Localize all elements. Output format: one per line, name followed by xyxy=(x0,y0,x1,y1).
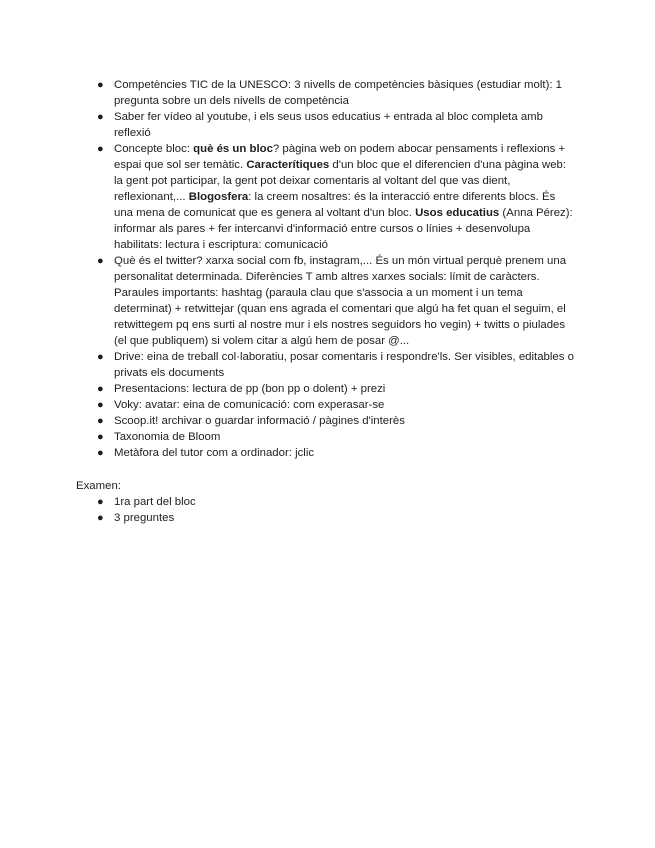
exam-heading: Examen: xyxy=(76,480,121,492)
list-item xyxy=(96,381,576,397)
text-run: : la creem nosaltres: és la interacció entre diferents blocs. És una mena de comunicat que es genera al voltant d'un bloc. xyxy=(114,191,556,219)
bold-term: Caracterítiques xyxy=(246,159,330,171)
list-item xyxy=(96,397,576,413)
item-text: Taxonomia de Bloom xyxy=(114,431,221,443)
bold-term: què és un bloc xyxy=(193,143,273,155)
list-item xyxy=(96,253,576,349)
text-run: (Anna Pérez): informar als pares + fer intercanvi d'informació entre cursos o línies + desenvolupa habilitats: lectura i escriptura: comunicació xyxy=(114,207,573,251)
item-text: Drive: eina de treball col·laboratiu, posar comentaris i respondre'ls. Ser visibles, editables o privats els documents xyxy=(114,351,574,379)
bullet-icon: ● xyxy=(97,383,104,395)
list-item xyxy=(96,77,576,109)
item-text: Voky: avatar: eina de comunicació: com experasar-se xyxy=(114,399,385,411)
item-text: 1ra part del bloc xyxy=(114,496,196,508)
bullet-icon: ● xyxy=(97,143,104,155)
item-text: Saber fer vídeo al youtube, i els seus usos educatius + entrada al bloc completa amb reflexió xyxy=(114,111,543,139)
list-item xyxy=(96,429,576,445)
list-item xyxy=(96,494,576,510)
list-item xyxy=(96,349,576,381)
bullet-icon: ● xyxy=(97,447,104,459)
bullet-icon: ● xyxy=(97,111,104,123)
item-text: 3 preguntes xyxy=(114,512,175,524)
text-run: Concepte bloc: xyxy=(114,143,194,155)
item-text: Presentacions: lectura de pp (bon pp o dolent) + prezi xyxy=(114,383,386,395)
item-text: Metàfora del tutor com a ordinador: jclic xyxy=(114,447,315,459)
exam-list xyxy=(96,494,576,526)
bullet-icon: ● xyxy=(97,415,104,427)
bullet-icon: ● xyxy=(97,512,104,524)
item-text: Què és el twitter? xarxa social com fb, instagram,... És un món virtual perquè prenem una personalitat determinada. Diferències T amb altres xarxes socials: límit de caràcters. Paraules importants: hashtag (paraula clau que s'associa a un moment i un tema determinat) + retwittejar (quan ens agrada el comentari que algú ha fet quan el seguim, el retwittegem pq ens surti al nostre mur i els nostres seguidors ho vegin) + twitts o piulades (el que publiquem) si volem citar a algú hem de posar @... xyxy=(114,255,567,347)
list-item xyxy=(96,510,576,526)
bullet-icon: ● xyxy=(97,255,104,267)
item-text xyxy=(114,143,573,251)
text-run: ? pàgina web on podem abocar pensaments i reflexions + espai que sol ser temàtic. xyxy=(114,143,566,171)
item-text: Scoop.it! archivar o guardar informació / pàgines d'interès xyxy=(114,415,405,427)
bullet-icon: ● xyxy=(97,431,104,443)
bullet-icon: ● xyxy=(97,399,104,411)
bold-term: Blogosfera xyxy=(188,191,249,203)
bullet-icon: ● xyxy=(97,351,104,363)
list-item xyxy=(96,141,576,253)
text-run: d'un bloc que el diferencien d'una pàgina web: la gent pot participar, la gent pot deixar comentaris al voltant del que vas dient, reflexionant,... xyxy=(114,159,567,203)
list-item xyxy=(96,445,576,461)
topics-list xyxy=(96,77,576,461)
list-item xyxy=(96,109,576,141)
bullet-icon: ● xyxy=(97,79,104,91)
bullet-icon: ● xyxy=(97,496,104,508)
item-text: Competències TIC de la UNESCO: 3 nivells de competències bàsiques (estudiar molt): 1 pregunta sobre un dels nivells de competència xyxy=(114,79,563,107)
list-item xyxy=(96,413,576,429)
bold-term: Usos educatius xyxy=(415,207,500,219)
